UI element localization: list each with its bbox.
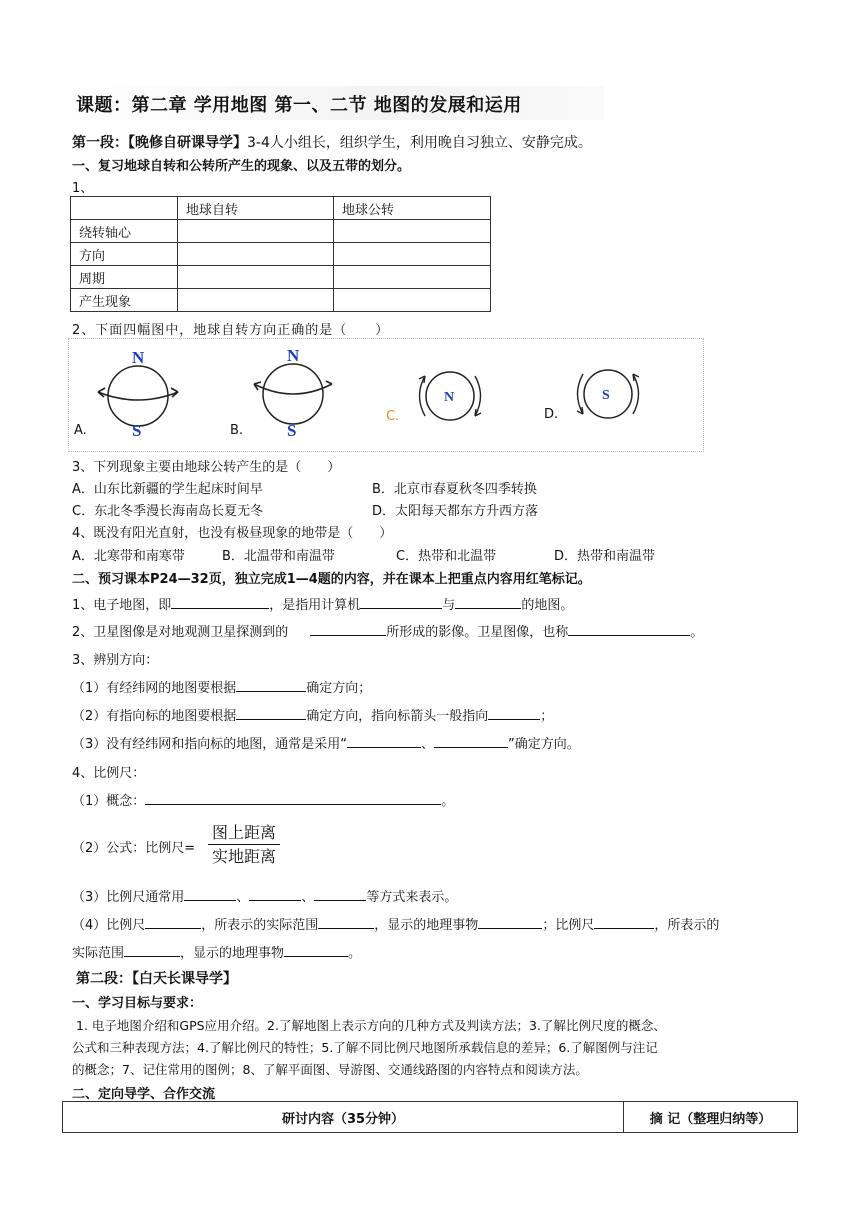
table-header-row — [63, 1102, 798, 1133]
fill-blank[interactable] — [478, 914, 542, 929]
row-label: 产生现象 — [71, 289, 178, 312]
text-segment: 。 — [348, 946, 362, 961]
q3-option-d: D．太阳每天都东方升西方落 — [372, 504, 539, 519]
text-segment: （3）没有经纬网和指向标的地图，通常是采用“ — [72, 737, 348, 752]
guide-heading: 二、定向导学、合作交流 — [72, 1087, 216, 1102]
text-segment: （1）概念： — [72, 794, 146, 809]
text-segment: 、 — [236, 890, 250, 905]
table-row — [71, 289, 491, 312]
table-header-cell: 地球自转 — [178, 197, 334, 220]
goals-line-2: 公式和三种表现方法；4.了解比例尺的特性；5.了解不同比例尺地图所承载信息的差异；6.了解图例与注记 — [72, 1040, 658, 1055]
formula-numerator: 图上距离 — [211, 823, 276, 842]
fill-blank[interactable] — [236, 677, 306, 692]
figure-c — [386, 372, 481, 424]
table-cell — [334, 266, 491, 289]
table-cell — [334, 289, 491, 312]
q3-option-a: A．山东比新疆的学生起床时间早 — [72, 482, 263, 497]
q1-label: 1、 — [72, 181, 94, 196]
table-row — [71, 220, 491, 243]
q2-text: 2、下面四幅图中，地球自转方向正确的是（ ） — [72, 323, 390, 338]
discussion-table — [62, 1101, 798, 1133]
text-segment: 。 — [441, 794, 455, 809]
text-segment: （1）有经纬网的地图要根据 — [72, 681, 237, 696]
table-row — [71, 266, 491, 289]
q3-option-b: B．北京市春夏秋冬四季转换 — [372, 482, 537, 497]
figure-d — [544, 370, 639, 422]
text-segment: ，显示的地理事物 — [374, 918, 479, 933]
q4-option-c: C．热带和北温带 — [396, 549, 497, 564]
rotation-arrow-curve — [254, 384, 332, 394]
fill-blank[interactable] — [145, 914, 201, 929]
page-title: 课题：第二章 学用地图 第一、二节 地图的发展和运用 — [76, 95, 522, 116]
part2-line3-3 — [72, 733, 580, 752]
stage1-intro: 3-4人小组长，组织学生，利用晚自习独立、安静完成。 — [247, 135, 592, 151]
fill-blank[interactable] — [249, 886, 301, 901]
south-letter: S — [287, 421, 297, 440]
part2-line1 — [72, 594, 573, 613]
fill-blank[interactable] — [184, 886, 236, 901]
fill-blank[interactable] — [171, 594, 269, 609]
fill-blank[interactable] — [488, 705, 540, 720]
part2-line4-5 — [72, 942, 361, 961]
figure-b — [230, 346, 332, 440]
text-segment: ，显示的地理事物 — [180, 946, 285, 961]
part2-heading: 二、预习课本P24—32页，独立完成1—4题的内容，并在课本上把重点内容用红笔标记。 — [72, 572, 591, 587]
table-cell — [178, 220, 334, 243]
text-segment: ；比例尺 — [542, 918, 595, 933]
text-segment: ，所表示的实际范围 — [201, 918, 319, 933]
q4-option-d: D．热带和南温带 — [554, 549, 656, 564]
text-segment: 实际范围 — [72, 946, 125, 961]
text-segment: 的地图。 — [521, 598, 574, 613]
text-segment: ”确定方向。 — [508, 737, 580, 752]
rotation-arrow-curve — [98, 392, 178, 400]
figure-b-label: B. — [230, 423, 244, 438]
fill-blank[interactable] — [310, 621, 386, 636]
row-label: 绕转轴心 — [71, 220, 178, 243]
table-cell — [334, 220, 491, 243]
text-segment: （3）比例尺通常用 — [72, 890, 185, 905]
part2-line4: 4、比例尺： — [72, 766, 146, 781]
fill-blank[interactable] — [594, 914, 654, 929]
row-label: 方向 — [71, 243, 178, 266]
table-cell — [178, 243, 334, 266]
q4-text: 4、既没有阳光直射，也没有极昼现象的地带是（ ） — [72, 526, 393, 541]
fill-blank[interactable] — [124, 942, 180, 957]
fill-blank[interactable] — [314, 886, 366, 901]
north-letter: N — [444, 390, 455, 405]
goals-heading: 一、学习目标与要求： — [72, 996, 203, 1011]
text-segment: 、 — [301, 890, 315, 905]
q3-option-c: C．东北冬季漫长海南岛长夏无冬 — [72, 504, 264, 519]
rotation-revolution-table — [70, 196, 491, 312]
figure-a — [74, 348, 178, 440]
row-label: 周期 — [71, 266, 178, 289]
part2-line3-1 — [72, 677, 371, 696]
figure-a-label: A. — [74, 423, 87, 438]
text-segment: 1、电子地图，即 — [72, 598, 172, 613]
col-discussion-content: 研讨内容（35分钟） — [63, 1102, 624, 1133]
formula-label: （2）公式：比例尺= — [72, 841, 196, 856]
fill-blank[interactable] — [236, 705, 306, 720]
north-letter: N — [287, 346, 300, 365]
south-letter: S — [602, 388, 610, 403]
fill-blank[interactable] — [434, 733, 508, 748]
table-header-cell: 地球公转 — [334, 197, 491, 220]
earth-rotation-figures — [68, 338, 702, 450]
table-header-row — [71, 197, 491, 220]
stage2-heading: 第二段：【白天长课导学】 — [76, 971, 237, 987]
text-segment: （2）有指向标的地图要根据 — [72, 709, 237, 724]
part2-line4-3 — [72, 886, 457, 905]
text-segment: 与 — [442, 598, 456, 613]
table-cell — [178, 289, 334, 312]
goals-line-1: 1. 电子地图介绍和GPS应用介绍。2.了解地图上表示方向的几种方式及判读方法；3.了解比例尺度的概念、 — [76, 1018, 666, 1033]
table-header-cell — [71, 197, 178, 220]
col-notes: 摘 记（整理归纳等） — [624, 1102, 798, 1133]
formula-denominator: 实地距离 — [211, 847, 276, 866]
fill-blank[interactable] — [145, 790, 441, 805]
part1-heading: 一、复习地球自转和公转所产生的现象、以及五带的划分。 — [72, 159, 411, 174]
scale-formula — [206, 823, 282, 868]
stage1-line — [72, 132, 592, 152]
text-segment: 所形成的影像。卫星图像，也称 — [386, 625, 569, 640]
text-segment: 确定方向，指向标箭头一般指向 — [306, 709, 489, 724]
fill-blank[interactable] — [347, 733, 421, 748]
q4-option-b: B．北温带和南温带 — [222, 549, 335, 564]
figure-d-label: D. — [544, 407, 559, 422]
part2-line4-1 — [72, 790, 454, 809]
text-segment: ，所表示的 — [654, 918, 720, 933]
fill-blank[interactable] — [455, 594, 521, 609]
text-segment: 2、卫星图像是对地观测卫星探测到的 — [72, 625, 289, 640]
part2-line3: 3、辨别方向： — [72, 653, 159, 668]
arrowhead-icon — [326, 381, 332, 384]
q4-option-a: A．北寒带和南寒带 — [72, 549, 185, 564]
goals-line-3: 的概念；7、记住常用的图例；8、了解平面图、导游图、交通线路图的内容特点和阅读方法。 — [72, 1062, 588, 1077]
globe-circle — [108, 366, 168, 426]
fill-blank[interactable] — [284, 942, 348, 957]
text-segment: ，是指用计算机 — [269, 598, 361, 613]
text-segment: 等方式来表示。 — [366, 890, 458, 905]
text-segment: （4）比例尺 — [72, 918, 146, 933]
fill-blank[interactable] — [318, 914, 374, 929]
q3-text: 3、下列现象主要由地球公转产生的是（ ） — [72, 460, 341, 475]
table-cell — [334, 243, 491, 266]
south-letter: S — [132, 421, 142, 440]
part2-line4-4 — [72, 914, 719, 933]
north-letter: N — [132, 348, 145, 367]
text-segment: ； — [540, 709, 554, 724]
text-segment: 。 — [690, 625, 704, 640]
fraction-bar — [208, 844, 280, 845]
figure-c-label: C. — [386, 409, 400, 424]
fill-blank[interactable] — [360, 594, 442, 609]
fill-blank[interactable] — [568, 621, 690, 636]
part2-line2 — [72, 621, 703, 640]
text-segment: 确定方向； — [306, 681, 372, 696]
part2-line3-2 — [72, 705, 553, 724]
text-segment: 、 — [421, 737, 435, 752]
table-row — [71, 243, 491, 266]
stage1-heading: 第一段：【晚修自研课导学】 — [72, 135, 247, 151]
table-cell — [178, 266, 334, 289]
